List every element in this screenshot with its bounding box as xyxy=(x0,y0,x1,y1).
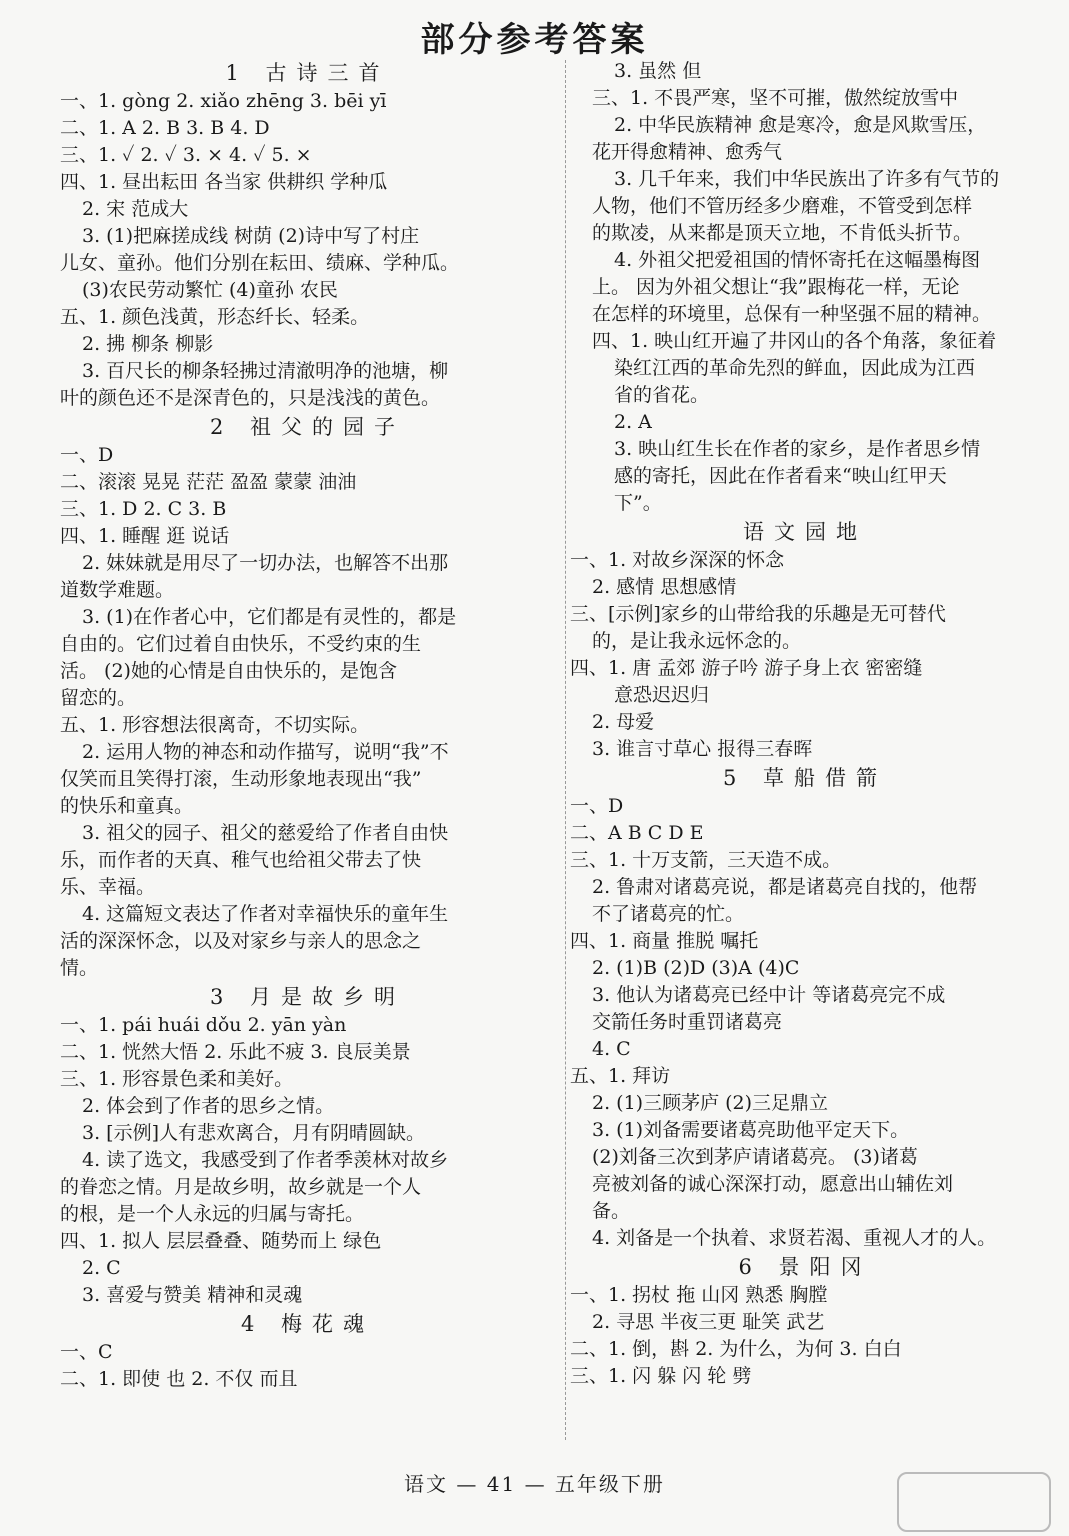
section-heading: 6 景阳冈 xyxy=(738,1255,872,1279)
answer-line: 亮被刘备的诚心深深打动，愿意出山辅佐刘 xyxy=(592,1173,954,1195)
answer-line: 交箭任务时重罚诸葛亮 xyxy=(592,1011,783,1033)
answer-line: 四、1. 拟人 层层叠叠、随势而上 绿色 xyxy=(60,1230,382,1252)
answer-line: 4. 外祖父把爱祖国的情怀寄托在这幅墨梅图 xyxy=(614,249,981,271)
answer-line: 三、1. 形容景色柔和美好。 xyxy=(60,1068,294,1090)
answer-line: 道数学难题。 xyxy=(60,579,175,601)
answer-line: 2. 母爱 xyxy=(592,711,655,733)
answer-line: 的眷恋之情。月是故乡明，故乡就是一个人 xyxy=(60,1176,422,1198)
section-heading: 3 月是故乡明 xyxy=(209,985,406,1009)
answer-line: 乐，而作者的天真、稚气也给祖父带去了快 xyxy=(60,849,422,871)
page-title: 部分参考答案 xyxy=(420,20,649,60)
answer-line: 染红江西的革命先烈的鲜血，因此成为江西 xyxy=(614,357,976,379)
column-divider xyxy=(565,60,567,1440)
answer-line: 三、1. 闪 躲 闪 轮 劈 xyxy=(570,1365,752,1387)
answer-line: 3. 喜爱与赞美 精神和灵魂 xyxy=(82,1284,303,1306)
answer-line: 在怎样的环境里，总保有一种坚强不屈的精神。 xyxy=(592,303,992,325)
answer-line: 三、1. 不畏严寒，坚不可摧，傲然绽放雪中 xyxy=(592,87,959,109)
answer-line: 三、1. D 2. C 3. B xyxy=(60,498,227,520)
answer-line: 2. 感情 思想感情 xyxy=(592,576,737,598)
answer-line: 不了诸葛亮的忙。 xyxy=(592,903,745,925)
answer-line: 3. (1)刘备需要诸葛亮助他平定天下。 xyxy=(592,1119,910,1141)
answer-line: 3. 百尺长的柳条轻拂过清澈明净的池塘，柳 xyxy=(82,360,449,382)
answer-line: 的欺凌，从来都是顶天立地，不肯低头折节。 xyxy=(592,222,973,244)
answer-line: 四、1. 映山红开遍了井冈山的各个角落，象征着 xyxy=(592,330,997,352)
answer-line: 五、1. 颜色浅黄，形态纤长、轻柔。 xyxy=(60,306,370,328)
page-footer: 语文 — 41 — 五年级下册 xyxy=(404,1472,665,1496)
answer-line: 三、1. 十万支箭，三天造不成。 xyxy=(570,849,842,871)
answer-line: 自由的。它们过着自由快乐，不受约束的生 xyxy=(60,633,422,655)
answer-line: 二、1. A 2. B 3. B 4. D xyxy=(60,117,270,139)
answer-line: 4. 这篇短文表达了作者对幸福快乐的童年生 xyxy=(82,903,449,925)
answer-line: 二、1. 倒，斟 2. 为什么，为何 3. 白白 xyxy=(570,1338,902,1360)
answer-line: 2. 寻思 半夜三更 耻笑 武艺 xyxy=(592,1311,825,1333)
answer-line: 三、[示例]家乡的山带给我的乐趣是无可替代 xyxy=(570,603,946,625)
answer-line: 花开得愈精神、愈秀气 xyxy=(592,141,783,163)
answer-line: 2. (1)B (2)D (3)A (4)C xyxy=(592,957,800,979)
answer-line: 一、1. 对故乡深深的怀念 xyxy=(570,549,785,571)
answer-line: 4. C xyxy=(592,1038,631,1060)
answer-line: 一、1. 拐杖 拖 山冈 熟悉 胸膛 xyxy=(570,1284,828,1306)
answer-line: 3. 他认为诸葛亮已经中计 等诸葛亮完不成 xyxy=(592,984,946,1006)
answer-line: 四、1. 唐 孟郊 游子吟 游子身上衣 密密缝 xyxy=(570,657,923,679)
section-heading: 5 草船借箭 xyxy=(722,766,888,790)
answer-line: 3. 几千年来，我们中华民族出了许多有气节的 xyxy=(614,168,1000,190)
answer-line: 仅笑而且笑得打滚，生动形象地表现出“我” xyxy=(60,768,422,790)
answer-line: 备。 xyxy=(592,1200,631,1222)
answer-line: 3. (1)在作者心中，它们都是有灵性的，都是 xyxy=(82,606,457,628)
answer-line: 2. (1)三顾茅庐 (2)三足鼎立 xyxy=(592,1092,829,1114)
answer-line: 的快乐和童真。 xyxy=(60,795,194,817)
answer-line: 下”。 xyxy=(614,492,662,514)
answer-line: 叶的颜色还不是深青色的，只是浅浅的黄色。 xyxy=(60,387,441,409)
answer-line: 2. 运用人物的神态和动作描写，说明“我”不 xyxy=(82,741,449,763)
answer-line: 4. 刘备是一个执着、求贤若渴、重视人才的人。 xyxy=(592,1227,997,1249)
answer-line: 上。 因为外祖父想让“我”跟梅花一样，无论 xyxy=(592,276,960,298)
answer-line: 情。 xyxy=(60,957,99,979)
section-heading: 语文园地 xyxy=(743,520,867,544)
answer-line: (2)刘备三次到茅庐请诸葛亮。 (3)诸葛 xyxy=(592,1146,918,1168)
section-heading: 1 古诗三首 xyxy=(225,61,390,85)
answer-line: 活。 (2)她的心情是自由快乐的，是饱含 xyxy=(60,660,397,682)
answer-line: 一、D xyxy=(60,444,114,466)
answer-line: 一、D xyxy=(570,795,624,817)
answer-line: 四、1. 昼出耘田 各当家 供耕织 学种瓜 xyxy=(60,171,388,193)
answer-line: 一、1. pái huái dǒu 2. yān yàn xyxy=(60,1014,347,1036)
answer-line: 2. 中华民族精神 愈是寒冷，愈是风欺雪压， xyxy=(614,114,987,136)
answer-line: 3. [示例]人有悲欢离合，月有阴晴圆缺。 xyxy=(82,1122,425,1144)
answer-line: 二、A B C D E xyxy=(570,822,704,844)
answer-line: 五、1. 拜访 xyxy=(570,1065,671,1087)
answer-line: 3. 谁言寸草心 报得三春晖 xyxy=(592,738,813,760)
section-heading: 2 祖父的园子 xyxy=(209,415,406,439)
answer-line: 意恐迟迟归 xyxy=(614,684,710,706)
watermark-logo xyxy=(897,1472,1051,1532)
answer-line: 3. (1)把麻搓成线 树荫 (2)诗中写了村庄 xyxy=(82,225,420,247)
answer-line: 2. 宋 范成大 xyxy=(82,198,189,220)
answer-line: 五、1. 形容想法很离奇，不切实际。 xyxy=(60,714,370,736)
answer-line: 留恋的。 xyxy=(60,687,137,709)
answer-line: 的，是让我永远怀念的。 xyxy=(592,630,802,652)
right-column xyxy=(570,58,1040,1390)
answer-line: 4. 读了选文，我感受到了作者季羡林对故乡 xyxy=(82,1149,449,1171)
answer-line: 活的深深怀念，以及对家乡与亲人的思念之 xyxy=(60,930,422,952)
answer-line: 2. 体会到了作者的思乡之情。 xyxy=(82,1095,335,1117)
answer-line: 2. A xyxy=(614,411,652,433)
answer-line: 3. 映山红生长在作者的家乡，是作者思乡情 xyxy=(614,438,981,460)
answer-line: 2. 妹妹就是用尽了一切办法，也解答不出那 xyxy=(82,552,449,574)
answer-line: 2. 拂 柳条 柳影 xyxy=(82,333,214,355)
answer-line: 二、1. 即使 也 2. 不仅 而且 xyxy=(60,1368,298,1390)
answer-line: 四、1. 商量 推脱 嘱托 xyxy=(570,930,759,952)
answer-line: 人物，他们不管历经多少磨难，不管受到怎样 xyxy=(592,195,973,217)
answer-line: 儿女、童孙。他们分别在耘田、绩麻、学种瓜。 xyxy=(60,252,460,274)
answer-line: 二、1. 恍然大悟 2. 乐此不疲 3. 良辰美景 xyxy=(60,1041,411,1063)
answer-line: 一、1. gòng 2. xiǎo zhēng 3. bēi yī xyxy=(60,90,387,112)
answer-line: 感的寄托，因此在作者看来“映山红甲天 xyxy=(614,465,947,487)
answer-line: 3. 虽然 但 xyxy=(614,60,702,82)
answer-line: 二、滚滚 晃晃 茫茫 盈盈 蒙蒙 油油 xyxy=(60,471,357,493)
left-column xyxy=(60,58,555,1393)
answer-line: 乐、幸福。 xyxy=(60,876,156,898)
answer-line: 四、1. 睡醒 逛 说话 xyxy=(60,525,230,547)
answer-line: 2. C xyxy=(82,1257,121,1279)
section-heading: 4 梅花魂 xyxy=(240,1312,375,1336)
answer-line: 3. 祖父的园子、祖父的慈爱给了作者自由快 xyxy=(82,822,449,844)
answer-line: 2. 鲁肃对诸葛亮说，都是诸葛亮自找的，他帮 xyxy=(592,876,978,898)
answer-line: 省的省花。 xyxy=(614,384,710,406)
answer-line: 三、1. ✓ 2. ✓ 3. × 4. ✓ 5. × xyxy=(60,144,312,166)
answer-line: (3)农民劳动繁忙 (4)童孙 农民 xyxy=(82,279,338,301)
answer-line: 一、C xyxy=(60,1341,113,1363)
answer-line: 的根，是一个人永远的归属与寄托。 xyxy=(60,1203,365,1225)
